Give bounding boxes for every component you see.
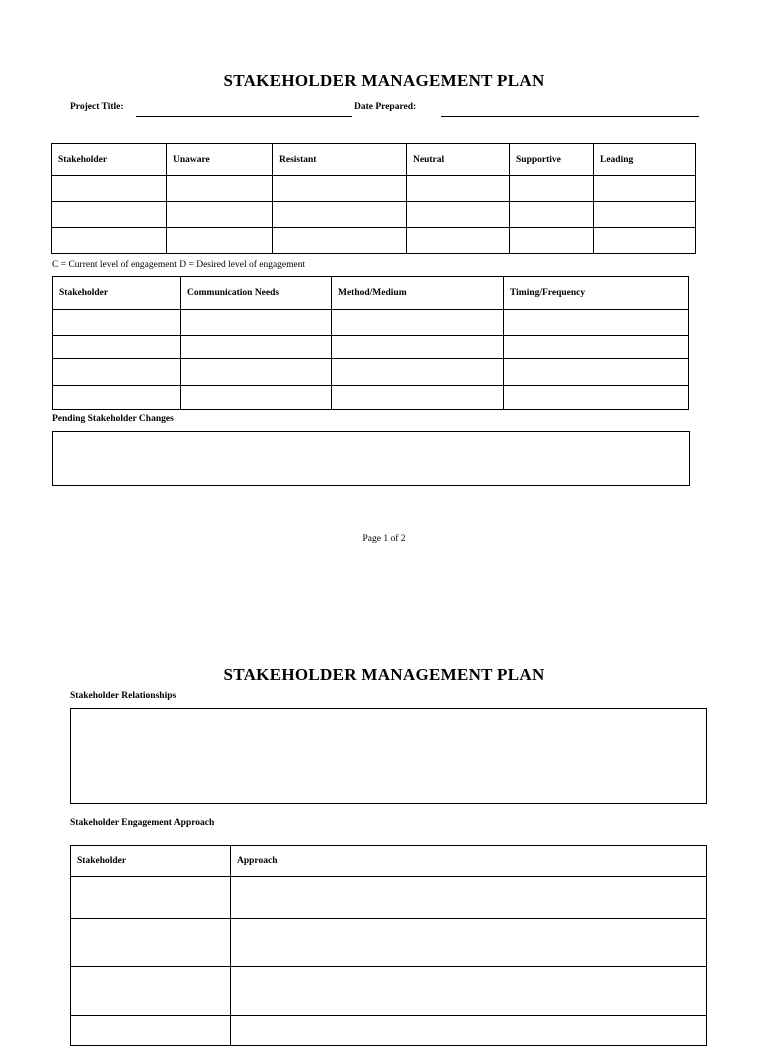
table-cell[interactable] bbox=[504, 336, 689, 359]
table-cell[interactable] bbox=[407, 176, 510, 202]
table-cell[interactable] bbox=[231, 1016, 707, 1046]
engagement-approach-table bbox=[70, 845, 707, 1046]
table-cell[interactable] bbox=[181, 386, 332, 410]
table-row bbox=[53, 336, 689, 359]
engagement-legend-note: C = Current level of engagement D = Desired level of engagement bbox=[52, 260, 306, 270]
relationships-label: Stakeholder Relationships bbox=[70, 691, 177, 701]
table-cell[interactable] bbox=[52, 228, 167, 254]
engagement-level-table bbox=[51, 143, 696, 254]
table-cell[interactable] bbox=[332, 386, 504, 410]
table-cell[interactable] bbox=[407, 202, 510, 228]
table-cell[interactable] bbox=[594, 176, 696, 202]
table-row bbox=[71, 967, 707, 1016]
header-approach: Approach bbox=[231, 846, 707, 877]
table-cell[interactable] bbox=[504, 359, 689, 386]
date-prepared-field[interactable] bbox=[441, 116, 699, 117]
table-cell[interactable] bbox=[53, 386, 181, 410]
table-cell[interactable] bbox=[510, 228, 594, 254]
table-cell[interactable] bbox=[71, 919, 231, 967]
table-cell[interactable] bbox=[231, 967, 707, 1016]
table-cell[interactable] bbox=[407, 228, 510, 254]
header-method-medium: Method/Medium bbox=[332, 277, 504, 310]
header-stakeholder: Stakeholder bbox=[53, 277, 181, 310]
table-row bbox=[52, 202, 696, 228]
table-cell[interactable] bbox=[52, 176, 167, 202]
header-timing-frequency: Timing/Frequency bbox=[504, 277, 689, 310]
pending-changes-label: Pending Stakeholder Changes bbox=[52, 414, 174, 424]
header-unaware: Unaware bbox=[167, 144, 273, 176]
table-cell[interactable] bbox=[231, 877, 707, 919]
header-stakeholder: Stakeholder bbox=[71, 846, 231, 877]
table-cell[interactable] bbox=[504, 386, 689, 410]
header-communication-needs: Communication Needs bbox=[181, 277, 332, 310]
table-cell[interactable] bbox=[71, 1016, 231, 1046]
page-number: Page 1 of 2 bbox=[362, 534, 406, 544]
table-cell[interactable] bbox=[71, 877, 231, 919]
table-cell[interactable] bbox=[53, 359, 181, 386]
relationships-box[interactable] bbox=[70, 708, 707, 804]
page-1-title: STAKEHOLDER MANAGEMENT PLAN bbox=[223, 71, 545, 90]
header-leading: Leading bbox=[594, 144, 696, 176]
project-title-label: Project Title: bbox=[70, 102, 124, 112]
table-row bbox=[53, 386, 689, 410]
table-cell[interactable] bbox=[594, 202, 696, 228]
table-cell[interactable] bbox=[504, 310, 689, 336]
header-supportive: Supportive bbox=[510, 144, 594, 176]
table-header-row bbox=[71, 846, 707, 877]
engagement-approach-label: Stakeholder Engagement Approach bbox=[70, 818, 215, 828]
header-neutral: Neutral bbox=[407, 144, 510, 176]
table-cell[interactable] bbox=[273, 202, 407, 228]
table-row bbox=[53, 310, 689, 336]
table-cell[interactable] bbox=[510, 176, 594, 202]
table-row bbox=[52, 228, 696, 254]
table-cell[interactable] bbox=[181, 359, 332, 386]
header-resistant: Resistant bbox=[273, 144, 407, 176]
table-row bbox=[71, 919, 707, 967]
table-cell[interactable] bbox=[167, 202, 273, 228]
table-cell[interactable] bbox=[181, 336, 332, 359]
table-cell[interactable] bbox=[231, 919, 707, 967]
table-row bbox=[71, 877, 707, 919]
table-cell[interactable] bbox=[53, 336, 181, 359]
pending-changes-box[interactable] bbox=[52, 431, 690, 486]
table-row bbox=[53, 359, 689, 386]
header-stakeholder: Stakeholder bbox=[52, 144, 167, 176]
table-cell[interactable] bbox=[71, 967, 231, 1016]
table-cell[interactable] bbox=[167, 228, 273, 254]
table-cell[interactable] bbox=[332, 310, 504, 336]
table-cell[interactable] bbox=[181, 310, 332, 336]
table-cell[interactable] bbox=[332, 359, 504, 386]
table-cell[interactable] bbox=[510, 202, 594, 228]
table-cell[interactable] bbox=[167, 176, 273, 202]
table-cell[interactable] bbox=[273, 228, 407, 254]
table-cell[interactable] bbox=[332, 336, 504, 359]
table-header-row bbox=[52, 144, 696, 176]
table-cell[interactable] bbox=[273, 176, 407, 202]
table-cell[interactable] bbox=[53, 310, 181, 336]
table-row bbox=[71, 1016, 707, 1046]
table-cell[interactable] bbox=[52, 202, 167, 228]
page-2-title: STAKEHOLDER MANAGEMENT PLAN bbox=[223, 665, 545, 684]
date-prepared-label: Date Prepared: bbox=[354, 102, 417, 112]
table-row bbox=[52, 176, 696, 202]
communication-table bbox=[52, 276, 689, 410]
table-header-row bbox=[53, 277, 689, 310]
table-cell[interactable] bbox=[594, 228, 696, 254]
project-title-field[interactable] bbox=[136, 116, 352, 117]
